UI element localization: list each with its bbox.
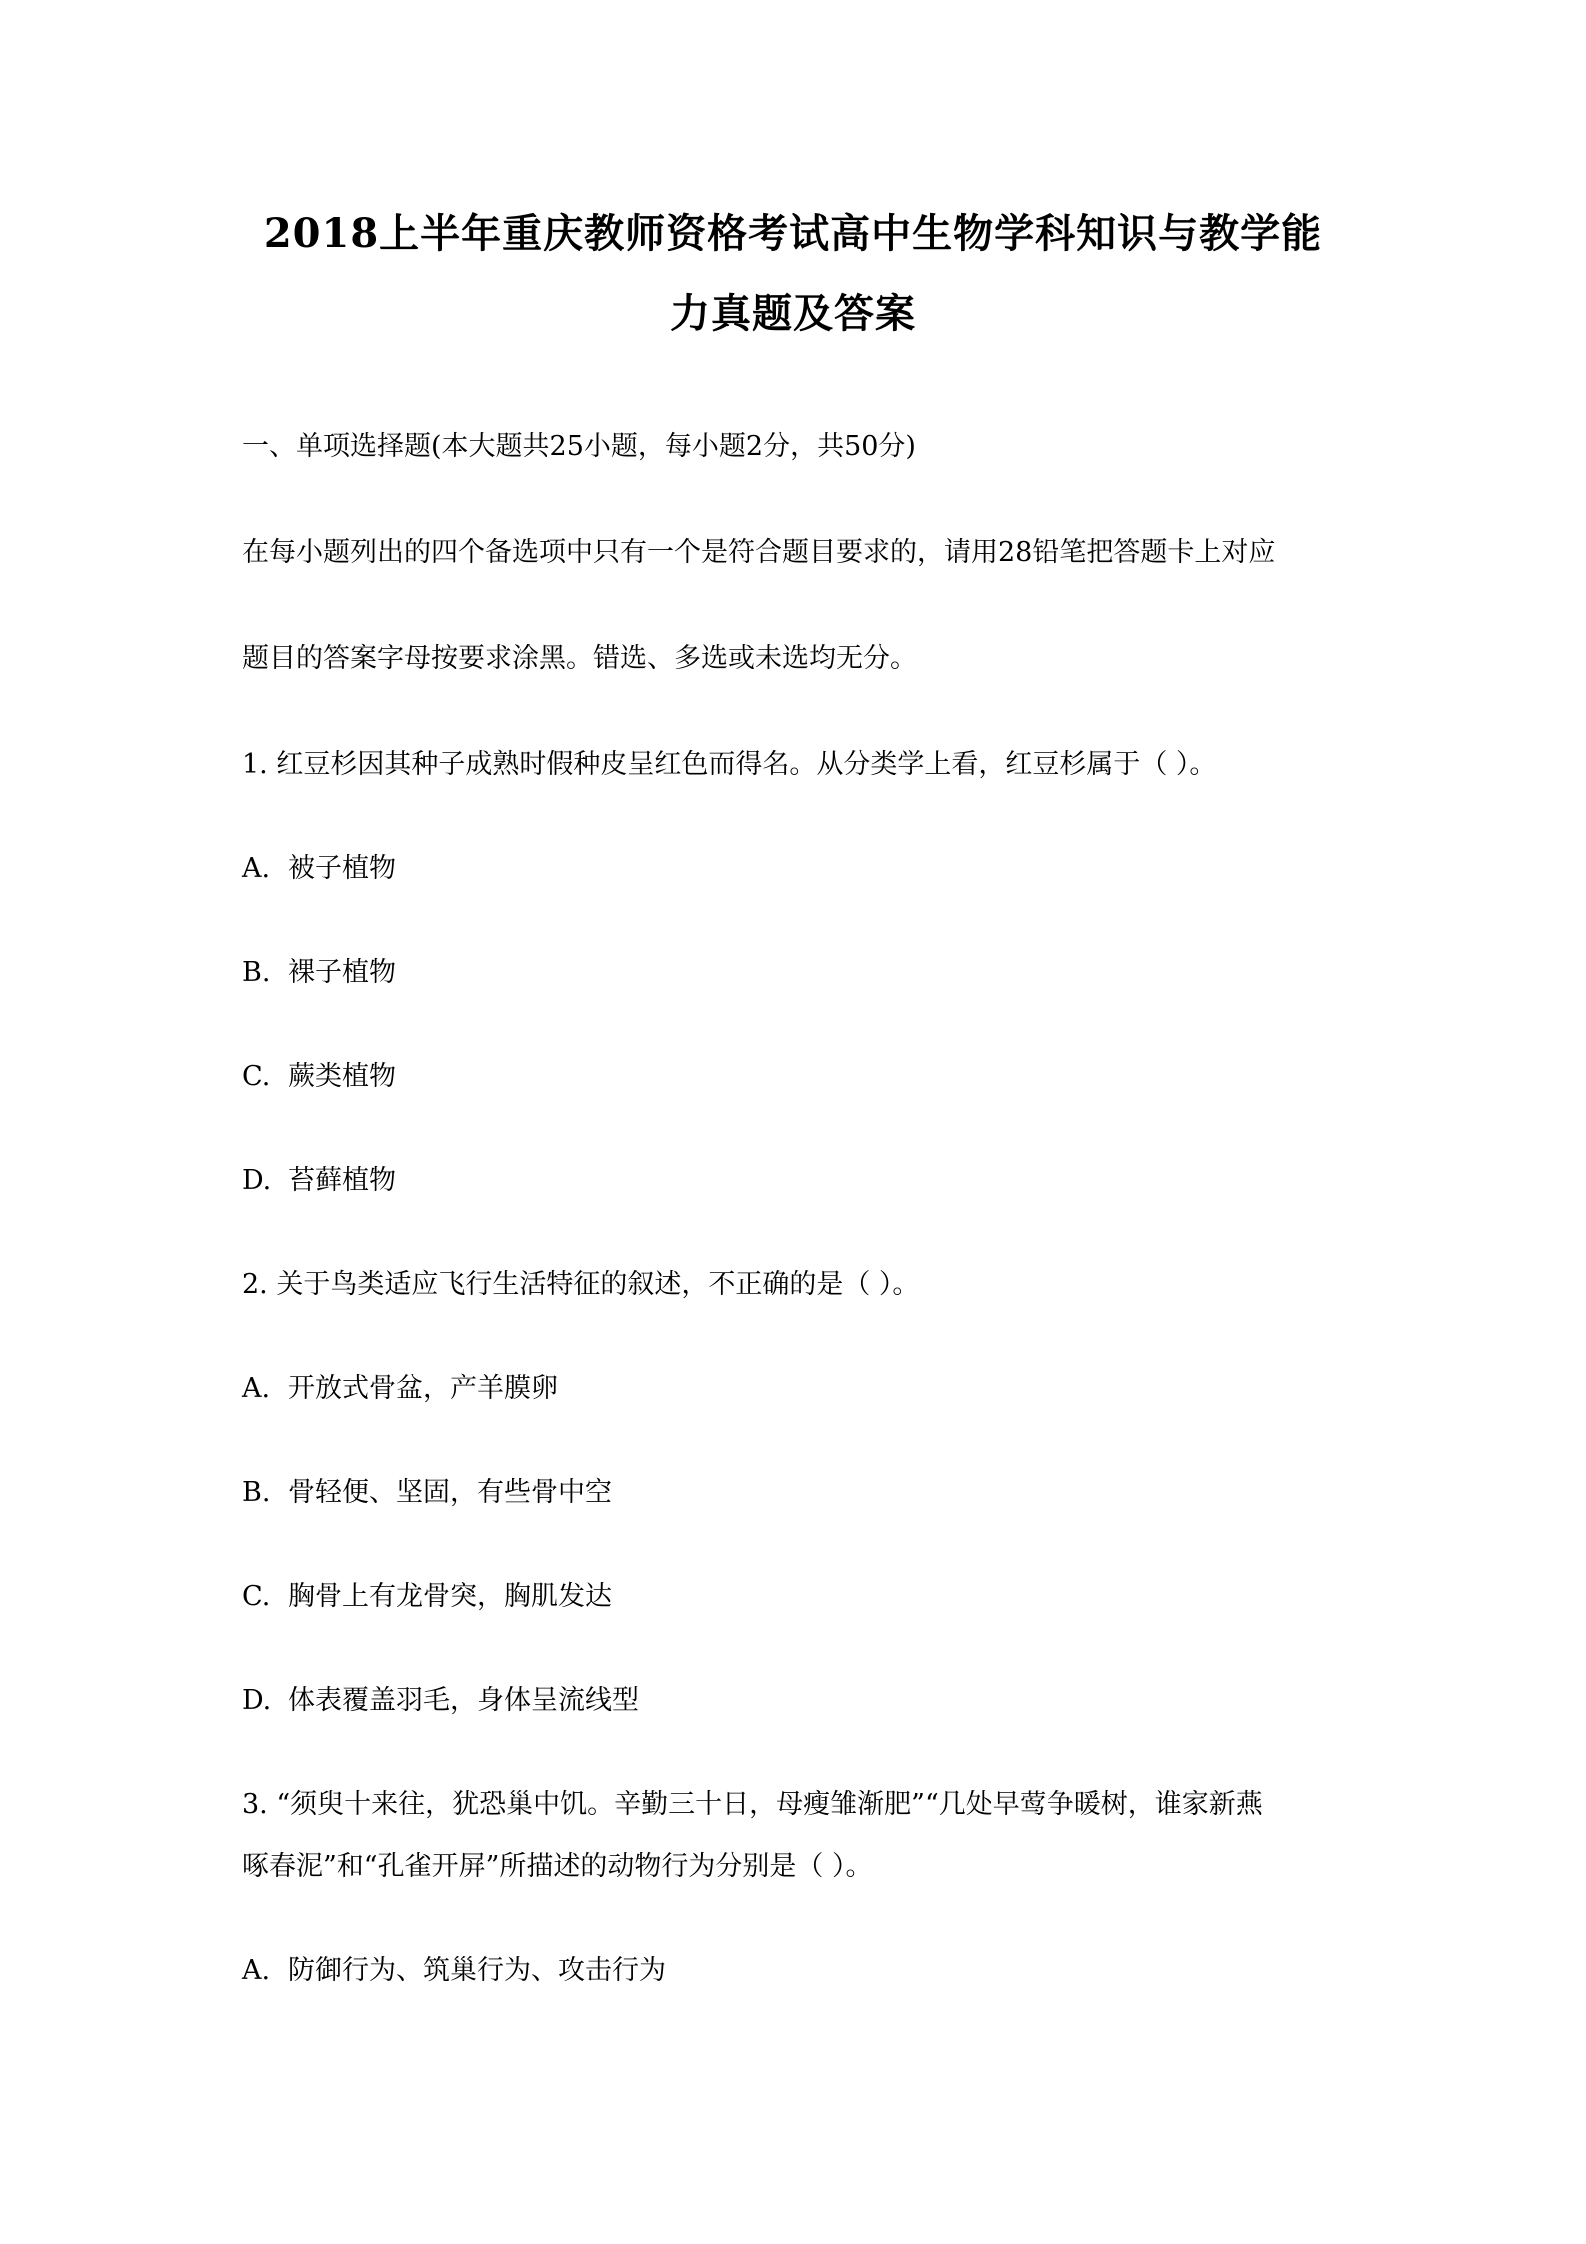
option-letter: D. <box>242 1685 272 1716</box>
option-text: 防御行为、筑巢行为、攻击行为 <box>288 1955 666 1986</box>
option-letter: D. <box>242 1165 272 1196</box>
question-2-option-d <box>242 1684 639 1718</box>
option-letter: C. <box>242 1061 271 1092</box>
option-text: 裸子植物 <box>288 957 396 988</box>
question-3-option-a <box>242 1954 666 1988</box>
option-letter: B. <box>242 957 271 988</box>
document-title-line-1: 2018上半年重庆教师资格考试高中生物学科知识与教学能 <box>263 210 1323 257</box>
option-text: 蕨类植物 <box>288 1061 396 1092</box>
question-2-option-a <box>242 1372 558 1406</box>
option-text: 骨轻便、坚固，有些骨中空 <box>288 1477 612 1508</box>
option-letter: A. <box>242 1373 271 1404</box>
instruction-line-2: 题目的答案字母按要求涂黑。错选、多选或未选均无分。 <box>242 643 917 674</box>
question-2-option-c <box>242 1580 612 1614</box>
option-letter: A. <box>242 1955 271 1986</box>
document-title-line-2: 力真题及答案 <box>670 290 916 337</box>
option-text: 苔藓植物 <box>288 1165 396 1196</box>
option-letter: C. <box>242 1581 271 1612</box>
question-2-stem: 2. 关于鸟类适应飞行生活特征的叙述，不正确的是（ ）。 <box>242 1269 920 1300</box>
option-text: 被子植物 <box>288 853 396 884</box>
question-1-option-c <box>242 1060 396 1094</box>
option-text: 胸骨上有龙骨突，胸肌发达 <box>288 1581 612 1612</box>
question-3-stem-line-2: 啄春泥”和“孔雀开屏”所描述的动物行为分别是（ ）。 <box>242 1851 873 1882</box>
option-letter: A. <box>242 853 271 884</box>
question-1-option-b <box>242 956 396 990</box>
question-2-option-b <box>242 1476 612 1510</box>
option-letter: B. <box>242 1477 271 1508</box>
instruction-line-1: 在每小题列出的四个备选项中只有一个是符合题目要求的，请用28铅笔把答题卡上对应 <box>242 537 1276 568</box>
question-3-stem-line-1: 3. “须臾十来往，犹恐巢中饥。辛勤三十日，母瘦雏渐肥”“几处早莺争暖树，谁家新燕 <box>242 1789 1263 1820</box>
question-1-option-a <box>242 852 396 886</box>
question-1-option-d <box>242 1164 396 1198</box>
question-1-stem: 1. 红豆杉因其种子成熟时假种皮呈红色而得名。从分类学上看，红豆杉属于（ ）。 <box>242 749 1217 780</box>
option-text: 开放式骨盆，产羊膜卵 <box>288 1373 558 1404</box>
section-heading: 一、单项选择题(本大题共25小题，每小题2分，共50分) <box>242 431 916 462</box>
option-text: 体表覆盖羽毛，身体呈流线型 <box>288 1685 639 1716</box>
